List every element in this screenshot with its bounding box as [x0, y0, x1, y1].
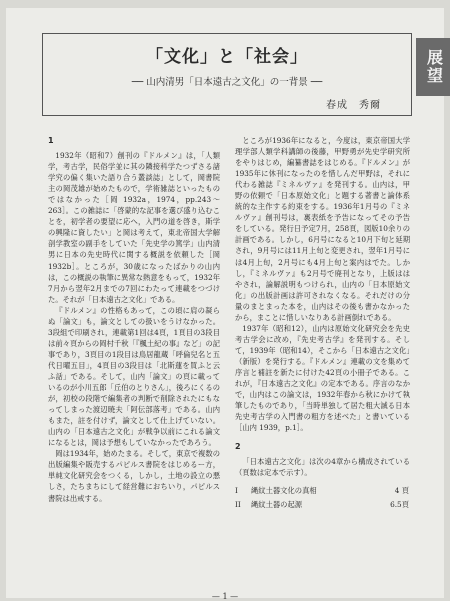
paragraph: 「日本遠古之文化」は次の4章から構成されている（頁数は定本で示す）。	[235, 457, 410, 478]
chapter-number: I	[235, 486, 238, 496]
right-column	[235, 135, 410, 512]
paragraph: 1937年（昭和12），山内は原始文化研究会を先史考古学会に改め，『先史考古学』を発刊する。そして，1939年（昭和14），そこから「日本遠古之文化」（新版）を発行する。『ドルメン』連載の文を集めて序言と補註を新たに付けた42頁の小冊子である。これが，『日本遠古之文化』の定本である。序言のなかで，山内はこの論文は，1932年春から秋にかけて執筆したものであり，「当時単独して居た粗大滅る日本先史考古学の入門書の粗方を述べた」と書いている［山内 1939，p.1］。	[235, 323, 410, 433]
title-box	[42, 33, 412, 116]
article-subtitle: ── 山内清男「日本遠古之文化」の一背景 ──	[131, 77, 323, 88]
chapter-pages: 4 頁	[394, 486, 409, 496]
paragraph: 岡は1934年，始めたまる。そして，東京で複数の出版編集や販売するパピルス書院をはじめるー方，単純文化研究会をつくる，しかし，土地の設立の悪しさ，たちまちにして経営難におちいり，パピルス書院は出戒する。	[48, 449, 220, 503]
section-tab: 展望	[416, 38, 450, 96]
section-number: 1	[48, 136, 54, 145]
paragraph: ところが1936年になると，今度は，東京帝国大学理学部人類学科講師の後藤，甲野勇が先史学研究所をやりはじめ，編纂書誌をはじめる。『ドルメン』が1935年に休刊になったのを惜しんだ甲野は，それに代わる雑誌『ミネルヴァ』を発刊する。山内は，甲野の依頼で「日本原始文化」と題する著書と論体系統的な主作する約束をする。1936年1月号の『ミネルヴァ』創刊号は，裏表紙を予告になってその予告をしている。発行日予定7月，258頁，図版10余りの計画である。しかし，6月号になると10月下旬と延期され，9月号には11月上旬と変更され，翌年1月号には4月上旬，2月号にも4月上旬と案内はでた。しかし，『ミネルヴァ』も2月号で廃刊となり，上版ははやされ，論解説明もつけられ，山内の「日本原始文化」の出版計画は許可されなくなる。それだけの分量のまとまった本を，山内はその後も書かなかったから，まことに惜しいなりある計画倒れである。	[235, 136, 410, 322]
left-column	[48, 135, 220, 504]
author-name: 春成 秀爾	[326, 100, 381, 111]
paragraph: 1932年（昭和7）創刊の『ドルメン』は，「人類学，考古学，民俗学並に其の隣接科学たつずさる諸学究の偏く集いた語り合う叢談誌」として，岡書院主の岡茂雄が始めたもので，学術雑誌といったものではなかった［岡 1932a，1974，pp.243～263］。この雑誌に「啓蒙的な記事を選び盛り込むことを，初学者の要望に応へ，入門の道を啓き，斯学の興隆に資したい」と岡は考えて，東北帝国大学解剖学教室の副手をしていた「先史学の篤学」山内清男に日本の先史時代に関する概説を依頼した［岡 1932b］。ところが，30歳になったばかりの山内は，この概説の執筆に異常な熱意をもって，1932年7月から翌年2月までの7回にわたって連載をつづけた。それが「日本遠古之文化」である。	[48, 151, 220, 304]
chapter-title: 縄紋土器文化の真相	[251, 486, 317, 496]
list-item	[235, 484, 410, 498]
article-title: 「文化」と「社会」	[146, 47, 308, 67]
chapter-number: II	[235, 500, 241, 510]
chapter-list	[235, 484, 410, 512]
chapter-title: 縄紋土器の起源	[251, 500, 303, 510]
list-item	[235, 498, 410, 512]
chapter-pages: 6.5頁	[390, 500, 409, 510]
journal-page	[6, 8, 444, 601]
section-number: 2	[235, 442, 241, 452]
page-number: — 1 —	[211, 592, 239, 601]
paragraph: 『ドルメン』の性格もあって，この頃に肩の凝らぬ「論文」も，論文としての扱いをうけなかった。3段組で印刷され，連載第1回は4頁，1頁目の3段目は前々頁からの岡村千秋「『楓土紀の事』など」の記事であり，3頁目の1段目は鳥居龍蔵「呼倫兒名と五代日曜五目」，4頁目の3段目は「北斯蓮を買ふと云ふ話」である。そして，山内「論文」の頁に載っているのが小川五郎「丘伯のとりさん」，後ろにくるのが，初校の段階で編集者の判断で削除されたにもなってしまった渡辺暁夫「阿伝部落考」である。山内もまた，註を付けず，論文として仕上げていない。山内の「日本遠古之文化」が戦争以前にこれる論文になるとは，岡は予想もしていなかったであろう。	[48, 305, 220, 448]
